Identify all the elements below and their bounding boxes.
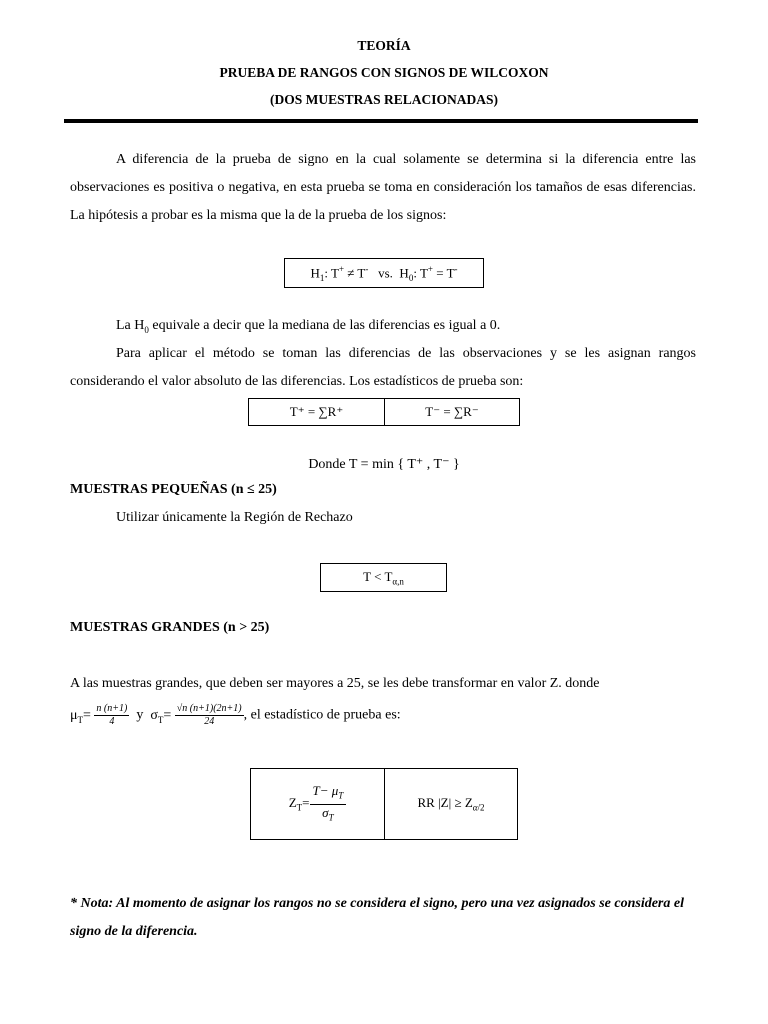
mu-fraction: $\frac{n (n+1)}{4}$	[96, 703, 128, 727]
rejection-region-text: $T < T_{\alpha,n}$	[363, 568, 404, 587]
small-samples-heading: MUESTRAS PEQUEÑAS (n ≤ 25)	[70, 482, 277, 497]
rejection-region-box	[320, 563, 447, 592]
method-paragraph: Para aplicar el método se toman las diferencias de las observaciones y se les asignan rangos considerando el valor absoluto de las diferencias. Los estadísticos de prueba son:	[70, 346, 696, 389]
title-prueba: PRUEBA DE RANGOS CON SIGNOS DE WILCOXON	[219, 65, 549, 80]
h0-note: La $H_0$ equivale a decir que la mediana de las diferencias es igual a 0.	[116, 318, 501, 335]
z-rejection-cell: RR $|Z| \ge Z_{\alpha/2}$	[384, 768, 518, 840]
note-paragraph: * Nota: Al momento de asignar los rangos no se considera el signo, pero una vez asignados se considera el signo de la diferencia.	[70, 896, 684, 939]
intro-paragraph: A diferencia de la prueba de signo en la cual solamente se determina si la diferencia entre las observaciones es positiva o negativa, en esta prueba se toma en consideración los tamaños de esas diferencias. La hipótesis a probar es la misma que la de la prueba de los signos:	[70, 152, 696, 223]
sigma-label: $\sigma_T=$	[150, 707, 172, 725]
mu-sigma-line: $\mu_T=$ $\frac{n (n+1)}{4}$ y $\sigma_T=$ $\frac{√n (n+1)(2n+1)}{24}$ , el estadístico de prueba es:	[70, 703, 401, 727]
stat-t-minus-cell: T⁻ = ∑R⁻	[384, 398, 520, 426]
hypothesis-box	[284, 258, 484, 288]
hypothesis-text: $H_1$: T+ ≠ T- vs. $H_0$: T+ = T-	[310, 263, 458, 283]
large-samples-heading: MUESTRAS GRANDES (n > 25)	[70, 620, 270, 635]
small-samples-text: Utilizar únicamente la Región de Rechazo	[116, 510, 353, 525]
large-samples-text: A las muestras grandes, que deben ser mayores a 25, se les debe transformar en valor Z. donde	[70, 676, 600, 691]
header-rule	[64, 119, 698, 123]
z-fraction: $\frac{T- \mu_T}{\sigma_T}$	[310, 783, 347, 825]
sigma-fraction: $\frac{√n (n+1)(2n+1)}{24}$	[176, 703, 242, 727]
title-dos-muestras: (DOS MUESTRAS RELACIONADAS)	[269, 92, 499, 107]
title-teoria: TEORÍA	[357, 38, 411, 53]
z-formula-cell: $Z_T=$ $\frac{T- \mu_T}{\sigma_T}$	[250, 768, 385, 840]
donde-line: Donde T = min { T⁺ , T⁻ }	[308, 457, 460, 472]
stat-t-plus-cell: T⁺ = ∑R⁺	[248, 398, 385, 426]
mu-label: $\mu_T=$	[70, 707, 91, 725]
